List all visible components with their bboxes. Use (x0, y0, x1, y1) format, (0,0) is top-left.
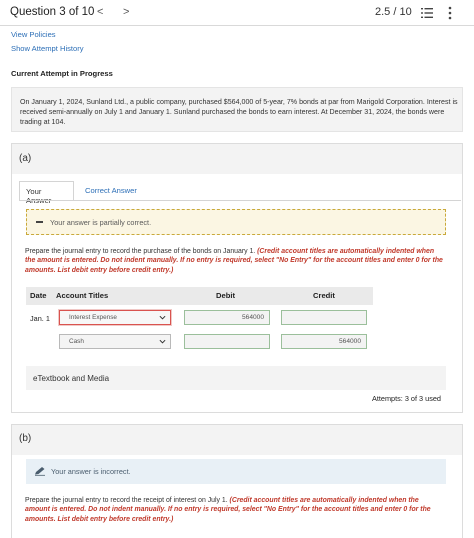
part-b-label: (b) (19, 433, 32, 444)
tab-divider (19, 200, 461, 201)
etextbook-media-button[interactable]: eTextbook and Media (26, 366, 446, 390)
credit-input-row1[interactable] (281, 310, 367, 325)
date-column-header: Date (30, 291, 47, 300)
view-policies-link[interactable]: View Policies (11, 30, 56, 39)
question-counter: Question 3 of 10 (10, 6, 95, 18)
part-b-header (12, 425, 462, 455)
chevron-down-icon (159, 338, 166, 345)
part-a-header (12, 144, 462, 174)
question-header (0, 0, 474, 26)
partial-correct-text: Your answer is partially correct. (50, 218, 152, 227)
previous-question-button[interactable]: < (97, 6, 104, 18)
next-question-button[interactable]: > (123, 6, 130, 18)
credit-column-header: Credit (313, 291, 335, 300)
attempts-counter: Attempts: 3 of 3 used (372, 394, 441, 403)
pencil-icon (34, 466, 46, 476)
tab-your-answer[interactable]: Your (19, 181, 74, 201)
partial-correct-banner (26, 209, 446, 235)
part-a-instruction (25, 247, 445, 275)
account-select-row1[interactable] (59, 310, 171, 325)
problem-statement (11, 87, 463, 132)
part-b-instruction-red: (Credit account titles are automatically indented when the amount is entered. Do not indent manually. If no entry is required, select "No Entry" for the account titles and enter 0 for the amounts. List debit entry before credit entry.) (25, 497, 431, 523)
part-b-instruction (25, 496, 445, 524)
list-icon[interactable] (421, 7, 433, 19)
debit-input-row1[interactable]: 564000 (184, 310, 270, 325)
partial-dash-icon (36, 221, 43, 223)
score-display: 2.5 / 10 (375, 6, 412, 18)
more-vertical-icon[interactable] (447, 6, 453, 20)
credit-input-row2[interactable]: 564000 (281, 334, 367, 349)
incorrect-banner (26, 459, 446, 484)
part-a-label: (a) (19, 153, 32, 164)
journal-table-header (26, 287, 373, 305)
account-select-row2-value: Cash (69, 338, 84, 345)
part-a-instruction-red: (Credit account titles are automatically indented when the amount is entered. Do not indent manually. If no entry is required, select "No Entry" for the account titles and enter 0 for the amounts. List debit entry before credit entry.) (25, 248, 443, 274)
account-select-row1-value: Interest Expense (69, 314, 117, 321)
problem-text: On January 1, 2024, Sunland Ltd., a public company, purchased $564,000 of 5-year, 7% bonds at par from Marigold Corporation. Interest is received semi-annually on July 1 and January 1. Sunland purchased the bonds to earn interest. At December 31, 2024, the bonds were trading at 104. (20, 98, 458, 127)
incorrect-text: Your answer is incorrect. (51, 467, 131, 476)
debit-input-row2[interactable] (184, 334, 270, 349)
part-b-instruction-plain: Prepare the journal entry to record the receipt of interest on July 1. (25, 497, 230, 504)
part-a-instruction-plain: Prepare the journal entry to record the purchase of the bonds on January 1. (25, 248, 258, 255)
account-column-header: Account Titles (56, 291, 109, 300)
current-attempt-heading: Current Attempt in Progress (11, 69, 113, 78)
tab-correct-answer[interactable]: Correct Answer (85, 186, 137, 195)
debit-column-header: Debit (216, 291, 235, 300)
chevron-down-icon (159, 314, 166, 321)
account-select-row2[interactable] (59, 334, 171, 349)
show-attempt-history-link[interactable]: Show Attempt History (11, 44, 84, 53)
entry-date: Jan. 1 (30, 314, 50, 323)
